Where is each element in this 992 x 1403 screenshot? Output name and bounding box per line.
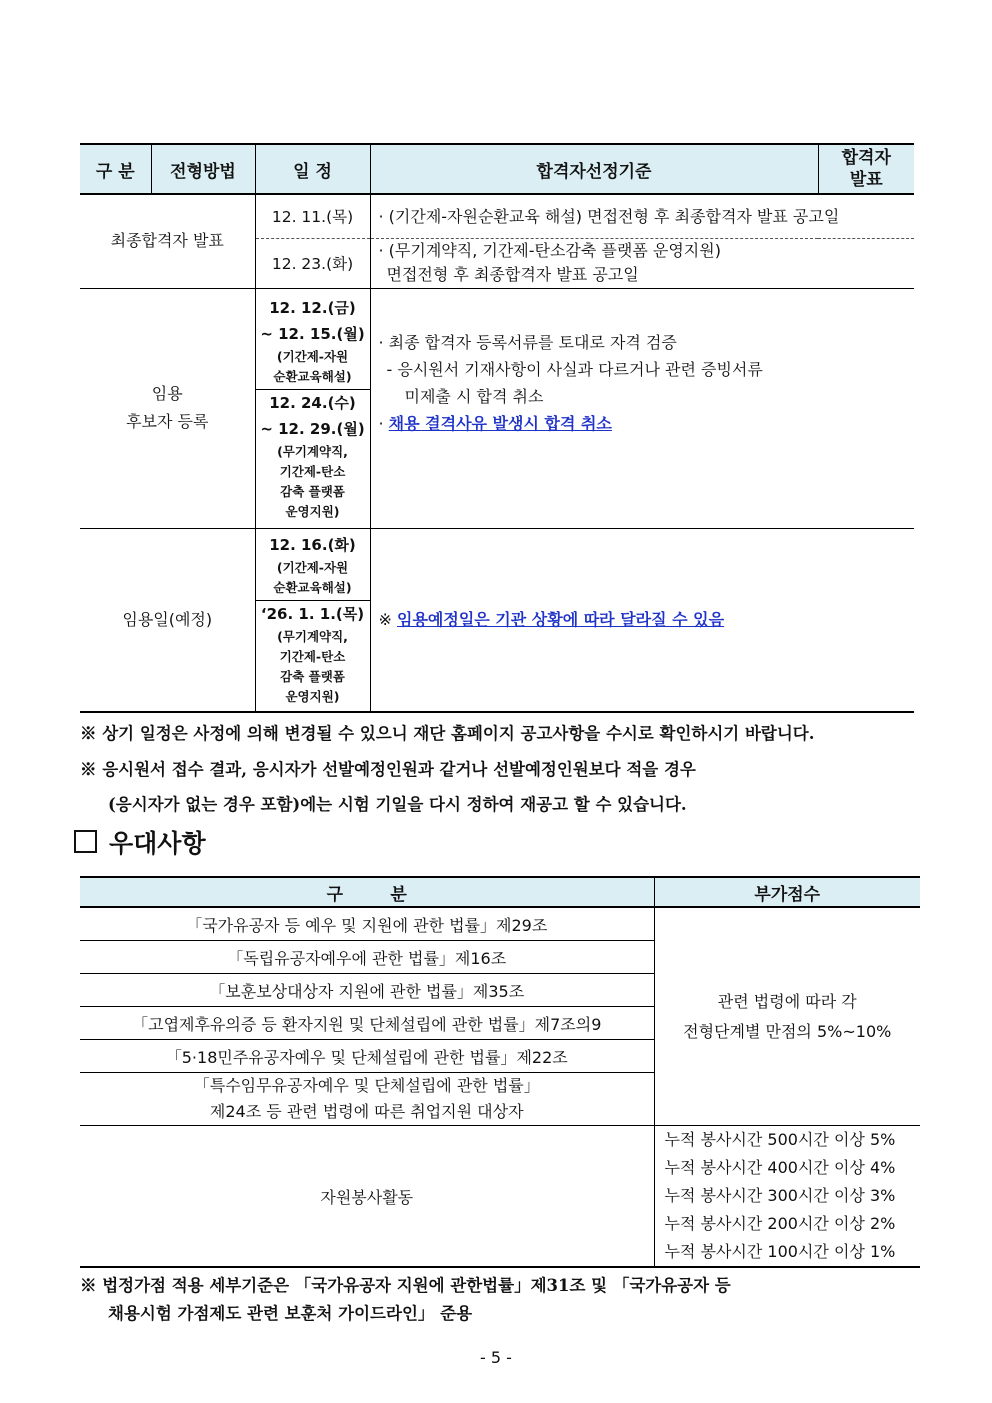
- appoint-row: [80, 528, 914, 712]
- reg-d2f: 운영지원): [285, 503, 340, 519]
- pref-volunteer-points: [654, 1126, 920, 1268]
- reg-d1c: (기간제-자원: [276, 348, 349, 364]
- reg-d1d: 순환교육해설): [273, 368, 352, 384]
- header-announce: 합격자 발표: [818, 144, 914, 194]
- app-d1c: 순환교육해설): [273, 580, 352, 596]
- pref-law-6b: 제24조 등 관련 법령에 따른 취업지원 대상자: [209, 1102, 524, 1121]
- pref-points-line1: 관련 법령에 따라 각: [717, 991, 857, 1011]
- app-d2c: 기간제-탄소: [279, 649, 346, 665]
- pref-volunteer: 자원봉사활동: [80, 1126, 654, 1268]
- pref-law-2: 「독립유공자예우에 관한 법률」제16조: [80, 941, 654, 974]
- final-date-2: 12. 23.(화): [255, 238, 370, 288]
- checkbox-square-icon: [74, 830, 97, 853]
- header-criteria: 합격자선정기준: [370, 144, 818, 194]
- pref-law-row: [80, 907, 920, 941]
- register-label-line2: 후보자 등록: [126, 412, 209, 431]
- note-schedule-change: ※ 상기 일정은 사정에 의해 변경될 수 있으니 재단 홈페이지 공고사항을 수시로 확인하시기 바랍니다.: [80, 724, 815, 743]
- vol-point-5: 누적 봉사시간 100시간 이상 1%: [664, 1242, 896, 1261]
- final-text-2a: · (무기계약직, 기간제-탄소감축 플랫폼 운영지원): [378, 241, 721, 260]
- header-method: 전형방법: [151, 144, 255, 194]
- appoint-label: 임용일(예정): [80, 528, 255, 712]
- note-applicants-1: ※ 응시원서 접수 결과, 응시자가 선발예정인원과 같거나 선발예정인원보다 적을 경우: [80, 760, 696, 779]
- pref-law-4: 「고엽제후유의증 등 환자지원 및 단체설립에 관한 법률」제7조의9: [80, 1007, 654, 1040]
- final-date-1: 12. 11.(목): [255, 194, 370, 238]
- reg-c4-bullet: ·: [378, 414, 389, 433]
- appoint-dates: [255, 528, 370, 712]
- section-title-text: 우대사항: [109, 829, 206, 858]
- register-criteria: [370, 288, 914, 528]
- final-row-1: [80, 194, 914, 238]
- vol-point-4: 누적 봉사시간 200시간 이상 2%: [664, 1214, 896, 1233]
- section-title: [74, 824, 206, 860]
- pref-law-5: 「5·18민주유공자예우 및 단체설립에 관한 법률」제22조: [80, 1040, 654, 1073]
- pref-law-6a: 「특수임무유공자예우 및 단체설립에 관한 법률」: [193, 1076, 540, 1095]
- pref-header-category: 구 분: [80, 877, 654, 907]
- pref-law-6: [80, 1073, 654, 1126]
- register-label-line1: 임용: [151, 384, 183, 403]
- header-category: 구 분: [80, 144, 151, 194]
- reg-c1: · 최종 합격자 등록서류를 토대로 자격 검증: [378, 333, 677, 352]
- app-d2b: (무기계약직,: [277, 629, 348, 645]
- reg-d2a: 12. 24.(수): [269, 393, 356, 412]
- pref-header-points: 부가점수: [654, 877, 920, 907]
- appoint-note-mark: ※: [378, 610, 397, 630]
- pref-law-1: 「국가유공자 등 예우 및 지원에 관한 법률」제29조: [80, 907, 654, 941]
- note-applicants-2: (응시자가 없는 경우 포함)에는 시험 기일을 다시 정하여 재공고 할 수 있습니다.: [108, 795, 687, 814]
- pref-law-points: [654, 907, 920, 1126]
- appoint-note-text: 임용예정일은 기관 상황에 따라 달라질 수 있음: [397, 610, 725, 630]
- vol-point-3: 누적 봉사시간 300시간 이상 3%: [664, 1186, 896, 1205]
- app-d2a: ‘26. 1. 1.(목): [260, 605, 365, 624]
- pref-header-row: [80, 877, 920, 907]
- final-text-2b: 면접전형 후 최종합격자 발표 공고일: [386, 265, 639, 284]
- register-label: [80, 288, 255, 528]
- final-text-1: · (기간제-자원순환교육 해설) 면접전형 후 최종합격자 발표 공고일: [370, 194, 914, 238]
- page-number: - 5 -: [480, 1348, 512, 1367]
- footnote-line2: 채용시험 가점제도 관련 보훈처 가이드라인」 준용: [108, 1304, 473, 1323]
- appoint-note: [370, 528, 914, 712]
- schedule-header-row: [80, 144, 914, 194]
- reg-d2e: 감축 플랫폼: [280, 483, 345, 499]
- vol-point-2: 누적 봉사시간 400시간 이상 4%: [664, 1158, 896, 1177]
- app-d1b: (기간제-자원: [276, 560, 349, 576]
- reg-d2d: 기간제-탄소: [279, 463, 346, 479]
- reg-c2: - 응시원서 기재사항이 사실과 다르거나 관련 증빙서류: [386, 360, 763, 379]
- vol-point-1: 누적 봉사시간 500시간 이상 5%: [664, 1130, 896, 1149]
- reg-c4-line: [379, 410, 915, 437]
- reg-d1b: ~ 12. 15.(월): [260, 324, 365, 343]
- register-dates: [255, 288, 370, 528]
- reg-d2c: (무기계약직,: [277, 443, 348, 459]
- reg-c4-emphasis: 채용 결격사유 발생시 합격 취소: [388, 414, 612, 433]
- reg-d1a: 12. 12.(금): [269, 298, 356, 317]
- pref-points-line2: 전형단계별 만점의 5%~10%: [683, 1021, 892, 1041]
- reg-c3: 미제출 시 합격 취소: [404, 387, 544, 406]
- footnote-line1: ※ 법정가점 적용 세부기준은 「국가유공자 지원에 관한법률」제31조 및 「국가유공자 등: [80, 1276, 731, 1295]
- app-d2e: 운영지원): [285, 689, 340, 705]
- pref-volunteer-row: [80, 1126, 920, 1268]
- header-date: 일 정: [255, 144, 370, 194]
- final-text-2: [370, 238, 914, 288]
- reg-d2b: ~ 12. 29.(월): [260, 419, 365, 438]
- schedule-table: [80, 143, 914, 713]
- register-row: [80, 288, 914, 528]
- app-d1a: 12. 16.(화): [269, 536, 356, 555]
- app-d2d: 감축 플랫폼: [280, 669, 345, 685]
- pref-law-3: 「보훈보상대상자 지원에 관한 법률」제35조: [80, 974, 654, 1007]
- final-label: 최종합격자 발표: [80, 194, 255, 288]
- preference-table: [80, 876, 920, 1268]
